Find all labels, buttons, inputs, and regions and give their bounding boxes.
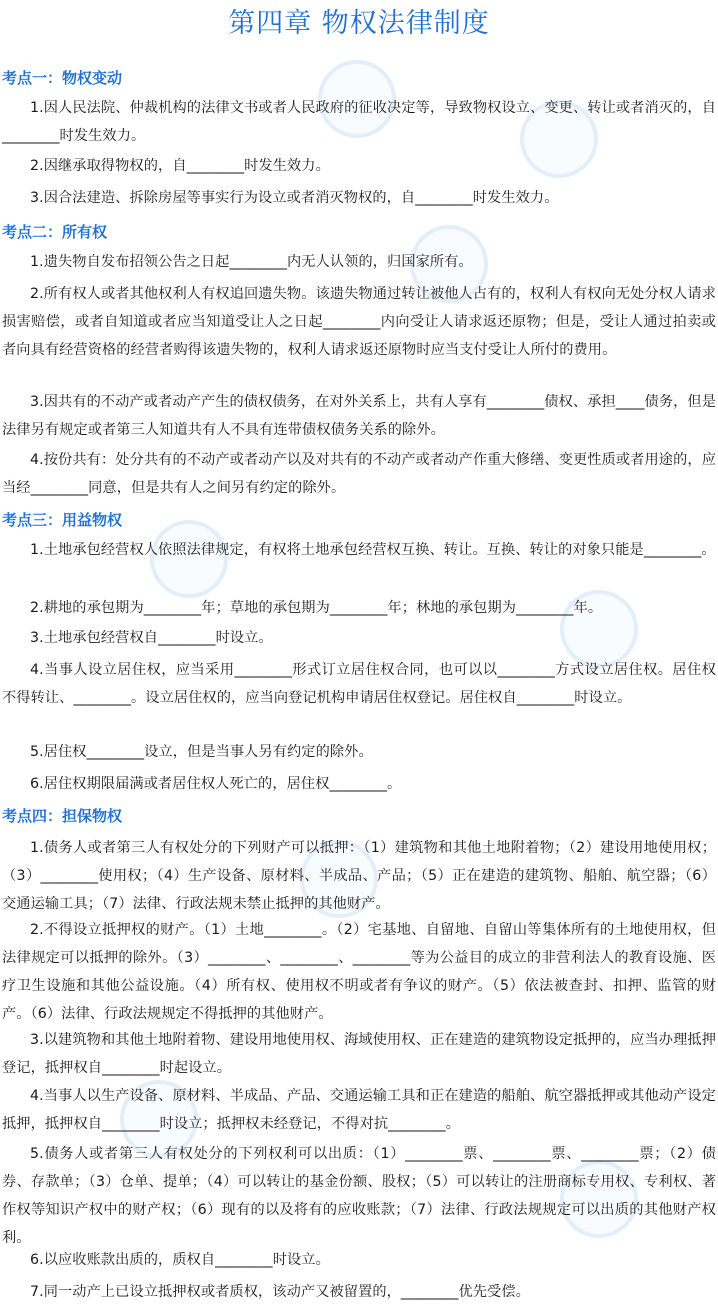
list-item: 2.不得设立抵押权的财产。（1）土地________。（2）宅基地、自留地、自留山等集体所有的土地使用权，但法律规定可以抵押的除外。（3）________、________、________等为公益目的成立的非营利法人的教育设施、医疗卫生设施和其他公益设施。（4）所有权、使用权不明或者有争议的财产。（5）依法被查封、扣押、监管的财产。（6）法律、行政法规规定不得抵押的其他财产。 — [2, 922, 716, 1022]
list-item: 6.以应收账款出质的，质权自________时设立。 — [30, 1252, 330, 1268]
list-item: 1.遗失物自发布招领公告之日起________内无人认领的，归国家所有。 — [30, 254, 473, 270]
list-item: 6.居住权期限届满或者居住权人死亡的，居住权________。 — [30, 776, 402, 792]
list-item: 3.因共有的不动产或者动产产生的债权债务，在对外关系上，共有人享有________债权、承担____债务，但是法律另有规定或者第三人知道共有人不具有连带债权债务关系的除外。 — [2, 394, 716, 438]
list-item: 4.按份共有：处分共有的不动产或者动产以及对共有的不动产或者动产作重大修缮、变更性质或者用途的，应当经________同意，但是共有人之间另有约定的除外。 — [2, 452, 716, 496]
chapter-title: 第四章 物权法律制度 — [228, 8, 490, 39]
list-item: 1.债务人或者第三人有权处分的下列财产可以抵押：（1）建筑物和其他土地附着物；（2）建设用地使用权；（3）________使用权；（4）生产设备、原材料、半成品、产品；（5）正在建造的建筑物、船舶、航空器；（6）交通运输工具；（7）法律、行政法规未禁止抵押的其他财产。 — [2, 840, 716, 912]
list-item: 2.所有权人或者其他权利人有权追回遗失物。该遗失物通过转让被他人占有的，权利人有权向无处分权人请求损害赔偿，或者自知道或者应当知道受让人之日起________内向受让人请求返还原物；但是，受让人通过拍卖或者向具有经营资格的经营者购得该遗失物的，权利人请求返还原物时应当支付受让人所付的费用。 — [2, 286, 716, 358]
list-item: 4.当事人以生产设备、原材料、半成品、产品、交通运输工具和正在建造的船舶、航空器抵押或其他动产设定抵押，抵押权自________时设立；抵押权未经登记，不得对抗________。 — [2, 1088, 716, 1132]
list-item: 4.当事人设立居住权，应当采用________形式订立居住权合同，也可以以________方式设立居住权。居住权不得转让、________。设立居住权的，应当向登记机构申请居住权登记。居住权自________时设立。 — [2, 662, 716, 706]
list-item: 1.因人民法院、仲裁机构的法律文书或者人民政府的征收决定等，导致物权设立、变更、转让或者消灭的，自________时发生效力。 — [2, 100, 716, 144]
list-item: 1.土地承包经营权人依照法律规定，有权将土地承包经营权互换、转让。互换、转让的对象只能是________。 — [30, 542, 716, 558]
section-heading: 考点一：物权变动 — [2, 69, 123, 87]
list-item: 3.以建筑物和其他土地附着物、建设用地使用权、海域使用权、正在建造的建筑物设定抵押的，应当办理抵押登记，抵押权自________时起设立。 — [2, 1032, 716, 1076]
list-item: 3.土地承包经营权自________时设立。 — [30, 630, 273, 646]
list-item: 5.居住权________设立，但是当事人另有约定的除外。 — [30, 744, 373, 760]
section-heading: 考点三：用益物权 — [2, 511, 123, 529]
section-heading: 考点四：担保物权 — [2, 807, 123, 825]
list-item: 3.因合法建造、拆除房屋等事实行为设立或者消灭物权的，自________时发生效力。 — [30, 190, 559, 206]
list-item: 2.耕地的承包期为________年；草地的承包期为________年；林地的承包期为________年。 — [30, 600, 603, 616]
list-item: 5.债务人或者第三人有权处分的下列权利可以出质：（1）________票、________票、________票；（2）债券、存款单；（3）仓单、提单；（4）可以转让的基金份额、股权；（5）可以转让的注册商标专用权、专利权、著作权等知识产权中的财产权；（6）现有的以及将有的应收账款；（7）法律、行政法规规定可以出质的其他财产权利。 — [2, 1146, 716, 1246]
list-item: 7.同一动产上已设立抵押权或者质权，该动产又被留置的，________优先受偿。 — [30, 1284, 530, 1300]
section-heading: 考点二：所有权 — [2, 223, 108, 241]
list-item: 2.因继承取得物权的，自________时发生效力。 — [30, 158, 330, 174]
